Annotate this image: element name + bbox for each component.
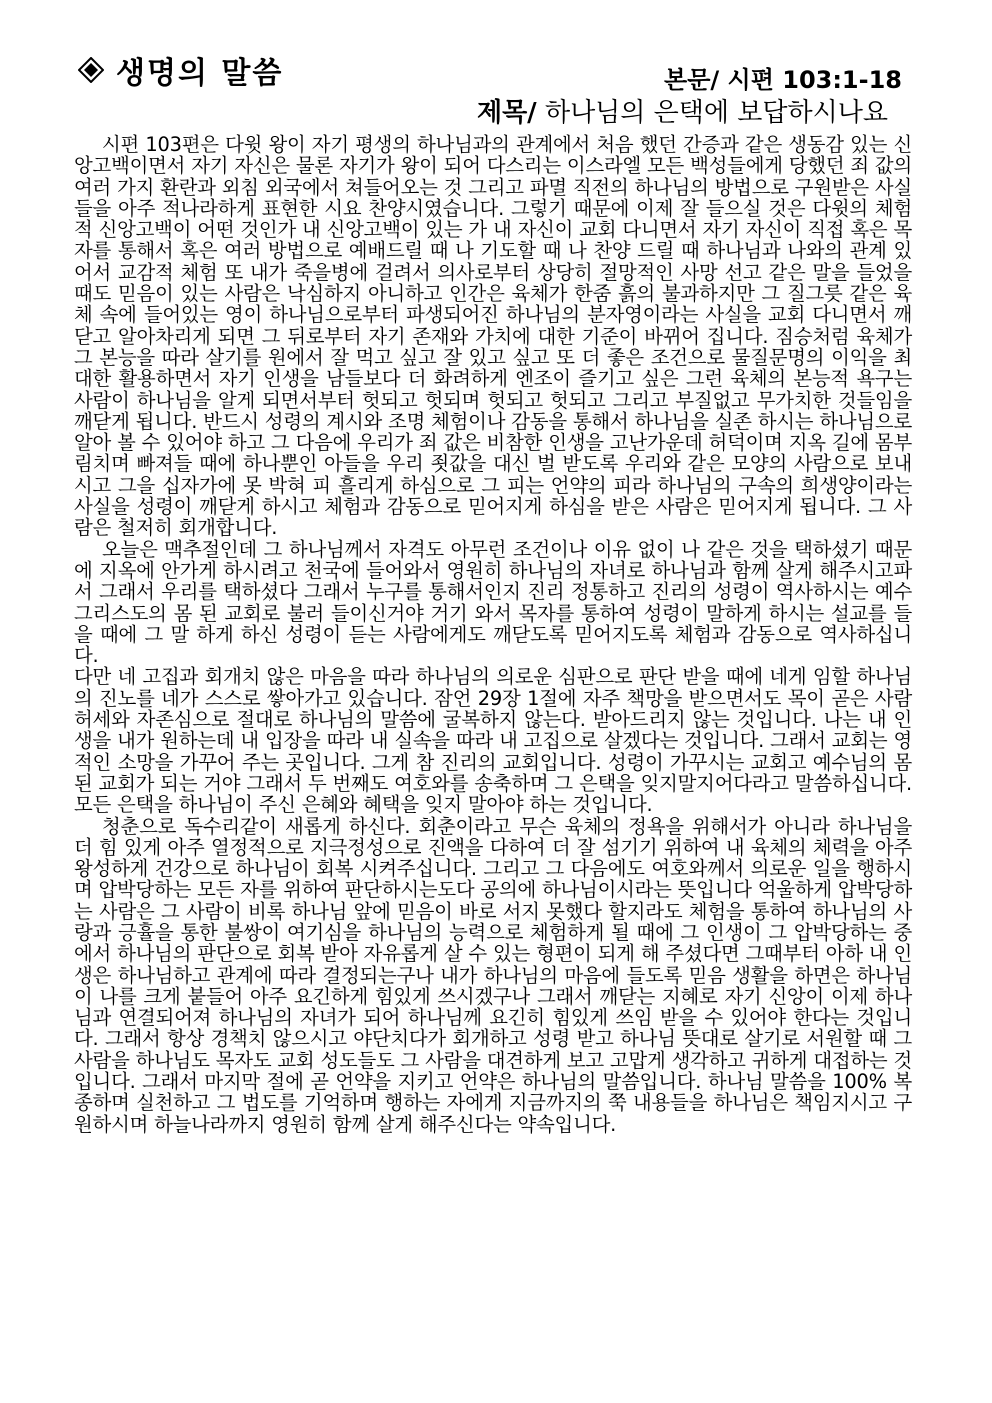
scripture-reference [664,60,902,95]
sermon-body [74,134,912,1135]
sermon-title [477,92,888,129]
paragraph: 오늘은 맥추절인데 그 하나님께서 자격도 아무런 조건이나 이유 없이 나 같은 것을 택하셨기 때문에 지옥에 안가게 하시려고 천국에 들어와서 영원히 하나님의 자녀로 하나님과 함께 살게 해주시고파서 그래서 우리를 택하셨다 그래서 누구를 통해서인지 진리 정통하고 진리의 성령이 역사하시는 예수 그리스도의 몸 된 교회로 불러 들이신거야 거기 와서 목자를 통하여 성령이 말하게 하시는 설교를 들을 때에 그 말 하게 하신 성령이 듣는 사람에게도 깨닫도록 믿어지도록 체험과 감동으로 역사하십니다. [74,537,912,668]
title-label: 제목/ [476,98,537,128]
title-value: 하나님의 은택에 보답하시나요 [544,98,888,128]
reference-label: 본문/ [664,66,720,94]
paragraph: 청춘으로 독수리같이 새롭게 하신다. 회춘이라고 무슨 육체의 정욕을 위해서가 아니라 하나님을 더 힘 있게 아주 열정적으로 지극정성으로 진액을 다하여 더 잘 섬기기 위하여 내 육체의 체력을 아주 왕성하게 건강으로 하나님이 회복 시켜주십니다. 그리고 그 다음에도 여호와께서 의로운 일을 행하시며 압박당하는 모든 자를 위하여 판단하시는도다 공의에 하나님이시라는 뜻입니다 억울하게 압박당하는 사람은 그 사람이 비록 하나님 앞에 믿음이 바로 서지 못했다 할지라도 체험을 통하여 하나님의 사랑과 긍휼을 통한 불쌍이 여기심을 하나님의 능력으로 체험하게 될 때에 그 인생이 그 압박당하는 중에서 하나님의 판단으로 회복 받아 자유롭게 살 수 있는 형편이 되게 해 주셨다면 그때부터 아하 내 인생은 하나님하고 관계에 따라 결정되는구나 내가 하나님의 마음에 들도록 믿음 생활을 하면은 하나님이 나를 크게 붙들어 아주 요긴하게 힘있게 쓰시겠구나 그래서 깨닫는 지혜로 자기 신앙이 이제 하나님과 연결되어져 하나님의 자녀가 되어 하나님께 요긴히 힘있게 쓰임 받을 수 있어야 한다는 것입니다. 그래서 항상 경책치 않으시고 야단치다가 회개하고 성령 받고 하나님 뜻대로 살기로 서원할 때 그 사람을 하나님도 목자도 교회 성도들도 그 사람을 대견하게 보고 고맙게 생각하고 귀하게 대접하는 것입니다. 그래서 마지막 절에 곧 언약을 지키고 언약은 하나님의 말씀입니다. 하나님 말씀을 100% 복종하며 실천하고 그 법도를 기억하며 행하는 자에게 지금까지의 쭉 내용들을 하나님은 책임지시고 구원하시며 하늘나라까지 영원히 함께 살게 해주신다는 약속입니다. [74,814,912,1136]
paragraph: 시편 103편은 다윗 왕이 자기 평생의 하나님과의 관계에서 처음 했던 간증과 같은 생동감 있는 신앙고백이면서 자기 자신은 물론 자기가 왕이 되어 다스리는 이스라엘 모든 백성들에게 당했던 죄 값의 여러 가지 환란과 외침 외국에서 쳐들어오는 것 그리고 파멸 직전의 하나님의 방법으로 구원받은 사실들을 아주 적나라하게 표현한 시요 찬양시였습니다. 그렇기 때문에 이제 잘 들으실 것은 다윗의 체험적 신앙고백이 어떤 것인가 내 신앙고백이 있는 가 내 자신이 교회 다니면서 자기 자신이 직접 혹은 목자를 통해서 혹은 여러 방법으로 예배드릴 때 나 기도할 때 나 찬양 드릴 때 하나님과 나와의 관계 있어서 교감적 체험 또 내가 죽을병에 걸려서 의사로부터 상당히 절망적인 사망 선고 같은 말을 들었을 때도 믿음이 있는 사람은 낙심하지 아니하고 인간은 육체가 한줌 흙의 불과하지만 그 질그릇 같은 육체 속에 들어있는 영이 하나님으로부터 파생되어진 하나님의 분자영이라는 사실을 교회 다니면서 깨닫고 알아차리게 되면 그 뒤로부터 자기 존재와 가치에 대한 기준이 바뀌어 집니다. 짐승처럼 육체가 그 본능을 따라 살기를 원에서 잘 먹고 싶고 잘 있고 싶고 또 더 좋은 조건으로 물질문명의 이익을 최대한 활용하면서 자기 인생을 남들보다 더 화려하게 엔조이 즐기고 싶은 그런 육체의 본능적 욕구는 사람이 하나님을 알게 되면서부터 헛되고 헛되며 헛되고 헛되고 그리고 부질없고 무가치한 것들임을 깨닫게 됩니다. 반드시 성령의 계시와 조명 체험이나 감동을 통해서 하나님을 실존 하시는 하나님으로 알아 볼 수 있어야 하고 그 다음에 우리가 죄 값은 비참한 인생을 고난가운데 허덕이며 지옥 길에 몸부림치며 빠져들 때에 하나뿐인 아들을 우리 죗값을 대신 벌 받도록 우리와 같은 모양의 사람으로 보내시고 그을 십자가에 못 박혀 피 흘리게 하심으로 그 피는 언약의 피라 하나님의 구속의 희생양이라는 사실을 성령이 깨닫게 하시고 체험과 감동으로 믿어지게 하심을 받은 사람은 믿어지게 됩니다. 그 사람은 철저히 회개합니다. [74,133,912,540]
paragraph: 다만 네 고집과 회개치 않은 마음을 따라 하나님의 의로운 심판으로 판단 받을 때에 네게 임할 하나님의 진노를 네가 스스로 쌓아가고 있습니다. 잠언 29장 1절에 자주 책망을 받으면서도 목이 곧은 사람 허세와 자존심으로 절대로 하나님의 말씀에 굴복하지 않는다. 받아드리지 않는 것입니다. 나는 내 인생을 내가 원하는데 내 입장을 따라 내 실속을 따라 내 고집으로 살겠다는 것입니다. 그래서 교회는 영적인 소망을 가꾸어 주는 곳입니다. 그게 참 진리의 교회입니다. 성령이 가꾸시는 교회고 예수님의 몸 된 교회가 되는 거야 그래서 두 번째도 여호와를 송축하며 그 은택을 잊지말지어다라고 말씀하십니다. 모든 은택을 하나님이 주신 은혜와 혜택을 잊지 말아야 하는 것입니다. [74,665,912,817]
section-title-text: 생명의 말씀 [116,56,284,91]
section-title [78,50,283,90]
reference-value: 시편 103:1-18 [727,66,902,94]
diamond-icon [78,57,104,83]
